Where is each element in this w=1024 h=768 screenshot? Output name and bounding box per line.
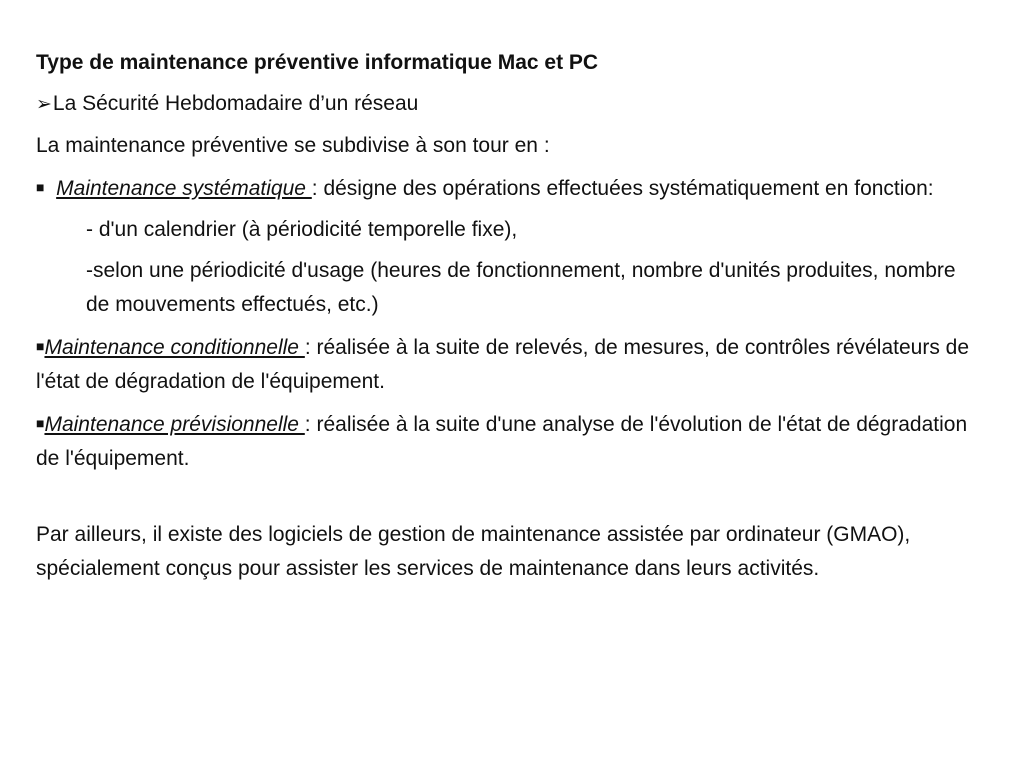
slide-title: Type de maintenance préventive informatique Mac et PC (36, 51, 599, 74)
subtitle-text: La Sécurité Hebdomadaire d’un réseau (52, 92, 419, 115)
definition-systematique: : désigne des opérations effectuées systématiquement en fonction: (311, 177, 934, 200)
list-item-conditionnelle (36, 329, 976, 399)
list-item-systematique (36, 170, 976, 206)
term-conditionnelle: Maintenance conditionnelle (44, 336, 305, 359)
term-systematique: Maintenance systématique (56, 177, 312, 200)
intro-text: La maintenance préventive se subdivise à son tour en : (36, 134, 550, 157)
term-previsionnelle: Maintenance prévisionnelle (44, 413, 305, 436)
closing-paragraph: Par ailleurs, il existe des logiciels de gestion de maintenance assistée par ordinateur (GMAO), spécialement conçus pour assister les services de maintenance dans leurs activités. (36, 523, 911, 580)
square-bullet-icon: ■ (36, 415, 45, 431)
definition-previsionnelle: : réalisée à la suite d'une analyse de l'évolution de l'état de dégradation de l'équipement. (36, 413, 968, 470)
square-bullet-icon: ■ (36, 179, 45, 195)
subtitle-line (36, 87, 976, 122)
arrow-bullet-icon: ➢ (36, 94, 52, 115)
sublist-item-calendrier: - d'un calendrier (à périodicité temporelle fixe), (86, 218, 518, 241)
sublist-item-usage: -selon une périodicité d'usage (heures de fonctionnement, nombre d'unités produites, nombre de mouvements effectués, etc.) (86, 259, 956, 316)
sublist-systematique (36, 213, 976, 322)
list-item-previsionnelle (36, 406, 976, 476)
definition-conditionnelle: : réalisée à la suite de relevés, de mesures, de contrôles révélateurs de l'état de dégradation de l'équipement. (36, 336, 970, 393)
square-bullet-icon: ■ (36, 338, 45, 354)
slide-content (36, 46, 976, 586)
